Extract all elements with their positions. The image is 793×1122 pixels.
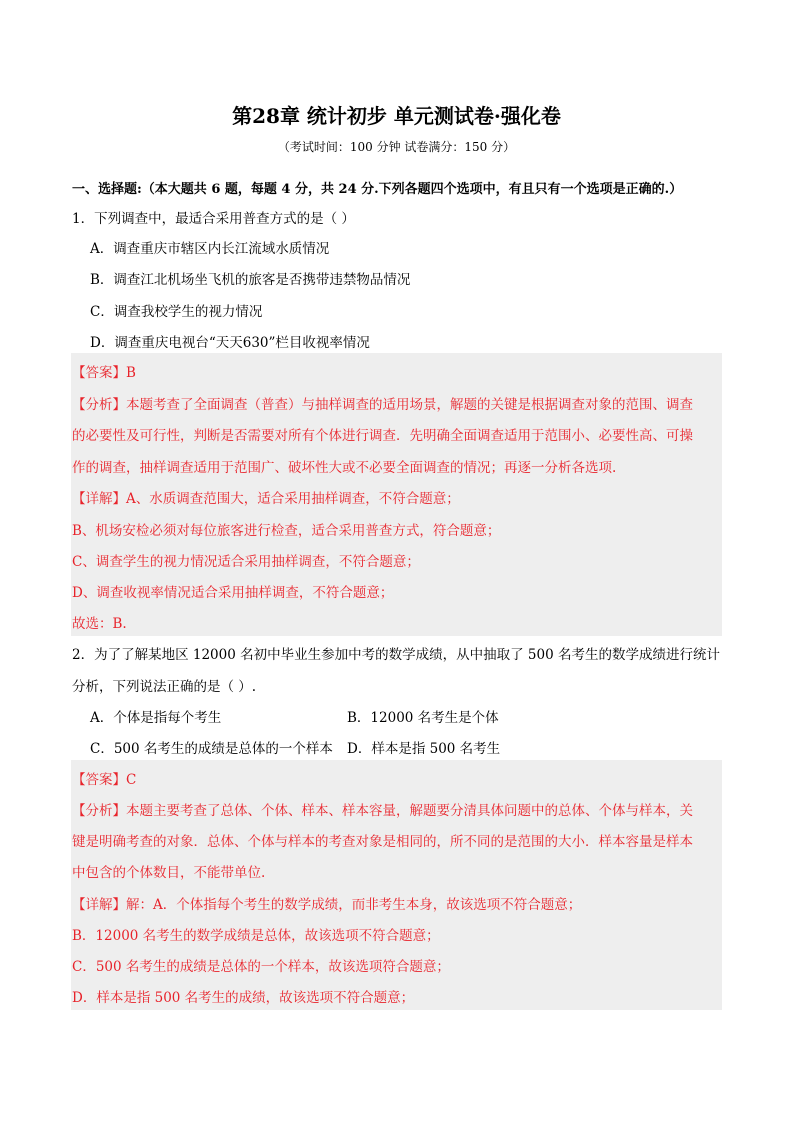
q1-detail-line-3: C、调查学生的视力情况适合采用抽样调查，不符合题意；: [72, 554, 420, 570]
q2-detail-line-4: D．样本是指 500 名考生的成绩，故该选项不符合题意；: [72, 990, 415, 1006]
detail-text: A、水质调查范围大，适合采用抽样调查，不符合题意；: [126, 491, 460, 507]
analysis-text: 本题考查了全面调查（普查）与抽样调查的适用场景，解题的关键是根据调查对象的范围、调查: [126, 397, 693, 413]
q1-detail-line-5: 故选：B.: [72, 616, 127, 632]
q2-option-a: A．个体是指每个考生: [90, 710, 222, 726]
q2-option-b: B．12000 名考生是个体: [347, 710, 499, 726]
q1-option-c: C．调查我校学生的视力情况: [90, 304, 263, 320]
q1-detail-line-1: [72, 487, 460, 507]
q1-option-d: D．调查重庆电视台“天天630”栏目收视率情况: [90, 335, 370, 351]
q1-analysis-line-1: [72, 393, 693, 413]
q1-analysis-line-2: 的必要性及可行性，判断是否需要对所有个体进行调查．先明确全面调查适用于范围小、必要性高、可操: [72, 428, 693, 444]
q1-option-b: B．调查江北机场坐飞机的旅客是否携带违禁物品情况: [90, 272, 411, 288]
page-title: 第28章 统计初步 单元测试卷·强化卷: [232, 104, 561, 128]
detail-text: 解：A．个体指每个考生的数学成绩，而非考生本身，故该选项不符合题意；: [126, 897, 582, 913]
q1-detail-line-4: D、调查收视率情况适合采用抽样调查，不符合题意；: [72, 585, 394, 601]
q1-option-a: A．调查重庆市辖区内长江流域水质情况: [90, 241, 330, 257]
q2-detail-line-3: C．500 名考生的成绩是总体的一个样本，故该选项符合题意；: [72, 959, 450, 975]
q2-answer: [72, 768, 136, 788]
q2-analysis-line-2: 键是明确考查的对象．总体、个体与样本的考查对象是相同的，所不同的是范围的大小．样本容量是样本: [72, 834, 693, 850]
answer-value: B: [126, 365, 136, 381]
q1-stem: 1．下列调查中，最适合采用普查方式的是（ ）: [72, 211, 355, 227]
analysis-text: 本题主要考查了总体、个体、样本、样本容量，解题要分清具体问题中的总体、个体与样本，关: [126, 803, 693, 819]
detail-tag: 【详解】: [72, 897, 126, 913]
analysis-tag: 【分析】: [72, 397, 126, 413]
q2-analysis-line-1: [72, 799, 693, 819]
answer-value: C: [126, 772, 137, 788]
q2-option-d: D．样本是指 500 名考生: [347, 741, 501, 757]
analysis-tag: 【分析】: [72, 803, 126, 819]
answer-tag: 【答案】: [72, 772, 126, 788]
q2-stem-line-1: 2．为了了解某地区 12000 名初中毕业生参加中考的数学成绩，从中抽取了 500 名考生的数学成绩进行统计: [72, 647, 720, 663]
q2-detail-line-1: [72, 893, 581, 913]
q2-stem-line-2: 分析，下列说法正确的是（ ）.: [72, 679, 257, 695]
q2-detail-line-2: B．12000 名考生的数学成绩是总体，故该选项不符合题意；: [72, 928, 440, 944]
q1-analysis-line-3: 作的调查，抽样调查适用于范围广、破坏性大或不必要全面调查的情况；再逐一分析各选项.: [72, 460, 617, 476]
section-heading: 一、选择题:（本大题共 6 题，每题 4 分，共 24 分.下列各题四个选项中，有且只有一个选项是正确的.）: [72, 182, 683, 197]
q1-detail-line-2: B、机场安检必须对每位旅客进行检查，适合采用普查方式，符合题意；: [72, 523, 501, 539]
q2-analysis-line-3: 中包含的个体数目，不能带单位.: [72, 865, 266, 881]
exam-info: （考试时间：100 分钟 试卷满分：150 分）: [277, 140, 516, 154]
q2-option-c: C．500 名考生的成绩是总体的一个样本: [90, 741, 333, 757]
q1-answer: [72, 361, 136, 381]
detail-tag: 【详解】: [72, 491, 126, 507]
answer-tag: 【答案】: [72, 365, 126, 381]
